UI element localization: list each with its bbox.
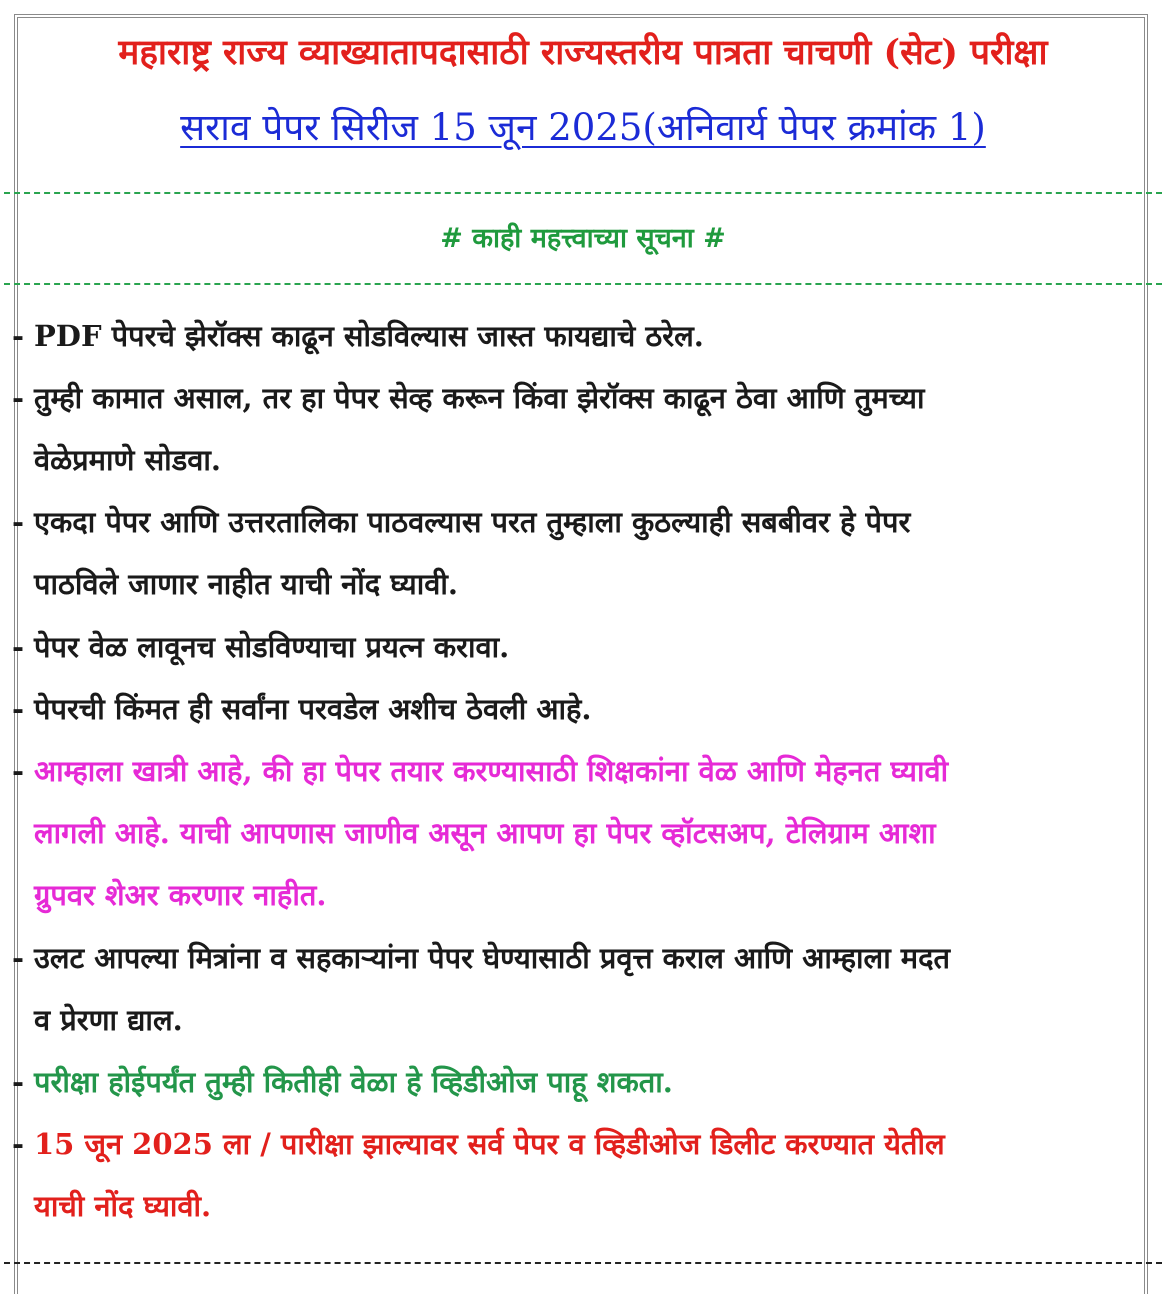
bullet-dash: - — [12, 1065, 25, 1099]
notice-item-line: परीक्षा होईपर्यंत तुम्ही कितीही वेळा हे व्हिडीओज पाहू शकता. — [34, 1065, 673, 1099]
notice-item — [12, 740, 1117, 926]
notice-item-line: PDF पेपरचे झेरॉक्स काढून सोडविल्यास जास्त फायद्याचे ठरेल. — [34, 319, 704, 353]
notice-heading: # काही महत्त्वाच्या सूचना # — [440, 223, 726, 254]
bullet-dash: - — [12, 319, 25, 353]
notice-item — [12, 1051, 1117, 1113]
notice-item-line: 15 जून 2025 ला / पारीक्षा झाल्यावर सर्व पेपर व व्हिडीओज डिलीट करण्यात येतील — [34, 1127, 945, 1161]
notice-item-line: पाठविले जाणार नाहीत याची नोंद घ्यावी. — [34, 567, 458, 601]
notice-item-line: पेपरची किंमत ही सर्वांना परवडेल अशीच ठेवली आहे. — [34, 692, 592, 726]
bullet-dash: - — [12, 1127, 25, 1161]
document-subtitle — [0, 100, 1166, 151]
bullet-dash: - — [12, 692, 25, 726]
divider-top — [4, 192, 1162, 194]
notice-item — [12, 616, 1117, 678]
notice-item — [12, 491, 1117, 615]
bullet-dash: - — [12, 754, 25, 788]
divider-bottom — [4, 1262, 1162, 1264]
notice-item — [12, 367, 1117, 491]
notice-item — [12, 305, 1117, 367]
subtitle-text: सराव पेपर सिरीज 15 जून 2025(अनिवार्य पेपर क्रमांक 1) — [180, 106, 986, 149]
notice-item-line: उलट आपल्या मित्रांना व सहकाऱ्यांना पेपर घेण्यासाठी प्रवृत्त कराल आणि आम्हाला मदत — [34, 941, 951, 975]
notice-item-line: एकदा पेपर आणि उत्तरतालिका पाठवल्यास परत तुम्हाला कुठल्याही सबबीवर हे पेपर — [34, 505, 911, 539]
notice-item-line: ग्रुपवर शेअर करणार नाहीत. — [34, 878, 327, 912]
notice-item-line: तुम्ही कामात असाल, तर हा पेपर सेव्ह करून किंवा झेरॉक्स काढून ठेवा आणि तुमच्या — [34, 381, 925, 415]
notice-item-line: व प्रेरणा द्याल. — [34, 1003, 183, 1037]
notice-item — [12, 1113, 1117, 1237]
divider-middle — [4, 283, 1162, 285]
notice-item-line: लागली आहे. याची आपणास जाणीव असून आपण हा पेपर व्हॉटसअप, टेलिग्राम आशा — [34, 816, 936, 850]
notice-item — [12, 678, 1117, 740]
notice-item-line: याची नोंद घ्यावी. — [34, 1189, 212, 1223]
bullet-dash: - — [12, 941, 25, 975]
document-title: महाराष्ट्र राज्य व्याख्यातापदासाठी राज्यस्तरीय पात्रता चाचणी (सेट) परीक्षा — [118, 32, 1048, 73]
notice-item-line: वेळेप्रमाणे सोडवा. — [34, 443, 221, 477]
notice-item-line: पेपर वेळ लावूनच सोडविण्याचा प्रयत्न करावा. — [34, 630, 510, 664]
bullet-dash: - — [12, 505, 25, 539]
notice-item-line: आम्हाला खात्री आहे, की हा पेपर तयार करण्यासाठी शिक्षकांना वेळ आणि मेहनत घ्यावी — [34, 754, 949, 788]
bullet-dash: - — [12, 630, 25, 664]
bullet-dash: - — [12, 381, 25, 415]
notice-item — [12, 927, 1117, 1051]
